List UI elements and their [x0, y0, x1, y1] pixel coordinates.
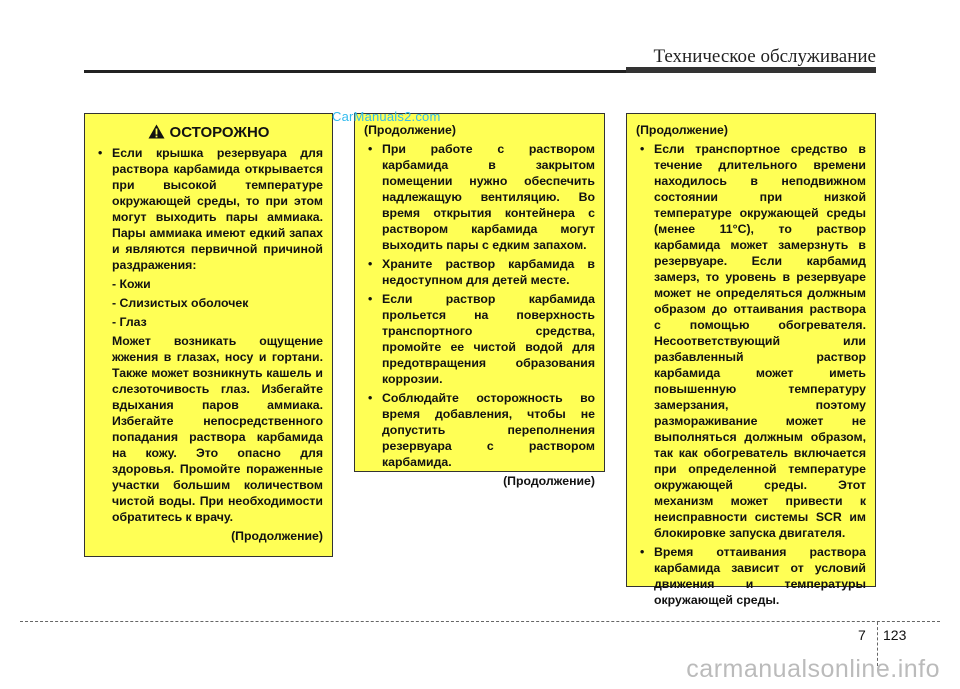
irritation-item-skin: - Кожи	[112, 277, 151, 291]
continued-box-2	[354, 113, 605, 488]
bullet-ventilation: • При работе с раствором карбамида в закрытом помещении нужно обеспечить надлежащую вентиляцию. Во время открытия контейнера с раствором карбамида могут выходить пары с едким запахом.	[364, 141, 595, 253]
continued-heading: (Продолжение)	[636, 123, 728, 137]
warning-heading-text: ОСТОРОЖНО	[169, 124, 270, 141]
irritation-item-mucous: - Слизистых оболочек	[112, 296, 249, 310]
warning-triangle-icon	[148, 124, 165, 143]
continued-box-3	[626, 113, 876, 607]
watermark-top: CarManuals2.com	[332, 109, 441, 124]
bullet-overfill: • Соблюдайте осторожность во время добавления, чтобы не допустить переполнения резервуара с раствором карбамида.	[364, 390, 595, 470]
bullet-spill: • Если раствор карбамида прольется на поверхность транспортного средства, промойте ее чистой водой для предотвращения образования коррозии.	[364, 291, 595, 387]
watermark-bottom: carmanualsonline.info	[686, 655, 940, 683]
irritation-item-eyes: - Глаз	[112, 315, 147, 329]
warning-paragraph: Может возникать ощущение жжения в глазах, носу и гортани. Также может возникнуть кашель и слезоточивость глаз. Избегайте вдыхания паров аммиака. Избегайте непосредственного попадания раствора карбамида на кожу. Это опасно для здоровья. Промойте пораженные участки большим количеством чистой воды. При необходимости обратитесь к врачу.	[112, 334, 323, 524]
page-number: 123	[883, 627, 907, 643]
warning-bullet: • Если крышка резервуара для раствора карбамида открывается при высокой температуре окружающей среды, то при этом могут выходить пары аммиака. Пары аммиака имеют едкий запах и являются первичной причиной раздражения:	[94, 145, 323, 273]
bullet-freezing: • Если транспортное средство в течение длительного времени находилось в неподвижном состоянии при низкой температуре окружающей среды (менее 11°C), то раствор карбамида может замерзнуть в резервуаре. Если карбамид замерз, то уровень в резервуаре может не определяться должным образом до оттаивания раствора с помощью обогревателя. Несоответствующий или разбавленный раствор карбамида может иметь повышенную температуру замерзания, поэтому размораживание может не выполняться должным образом, так как обогреватель включается при определенной температуре окружающей среды. Этот механизм может привести к неисправности системы SCR им блокировке запуска двигателя.	[636, 141, 866, 541]
bullet-children: • Храните раствор карбамида в недоступном для детей месте.	[364, 256, 595, 288]
continued-label: (Продолжение)	[231, 529, 323, 543]
bullet-thaw-time: • Время оттаивания раствора карбамида зависит от условий движения и температуры окружающей среды.	[636, 544, 866, 608]
continued-label: (Продолжение)	[503, 474, 595, 488]
continued-heading: (Продолжение)	[364, 123, 456, 137]
warning-box	[84, 113, 333, 557]
header-title: Техническое обслуживание	[653, 46, 876, 67]
chapter-number: 7	[858, 627, 866, 643]
warning-heading	[94, 124, 323, 143]
header-rule-accent	[626, 67, 876, 73]
footer-rule	[20, 621, 940, 622]
